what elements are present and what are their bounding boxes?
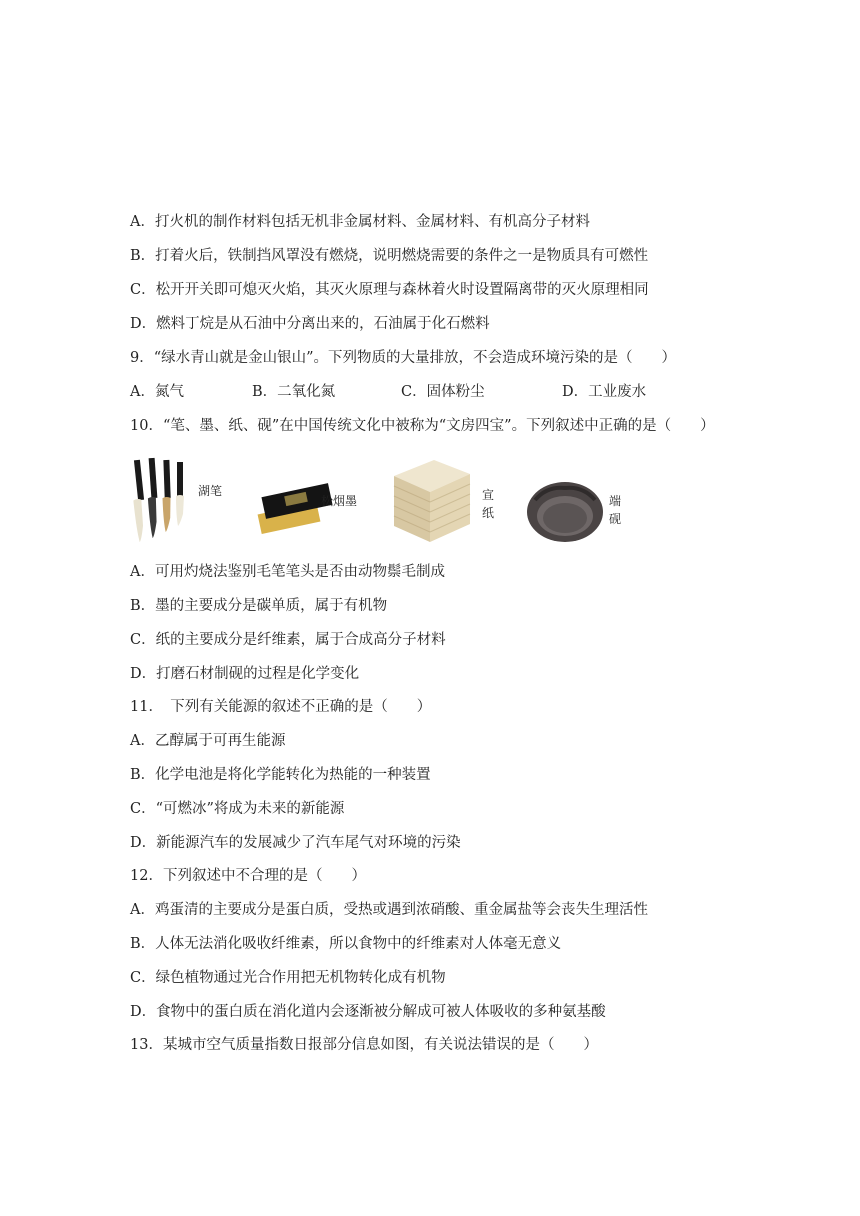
paper-image xyxy=(390,456,510,548)
q13-stem: 13．某城市空气质量指数日报部分信息如图，有关说法错误的是（ ） xyxy=(130,1037,598,1053)
q10-stem: 10．“笔、墨、纸、砚”在中国传统文化中被称为“文房四宝”。下列叙述中正确的是（ ） xyxy=(130,418,715,434)
ink-image xyxy=(255,456,375,548)
q12-option-d: D．食物中的蛋白质在消化道内会逐渐被分解成可被人体吸收的多种氨基酸 xyxy=(130,1004,606,1020)
q12-option-b: B．人体无法消化吸收纤维素，所以食物中的纤维素对人体毫无意义 xyxy=(130,936,562,952)
inkstone-image xyxy=(525,456,650,548)
q9-stem: 9．“绿水青山就是金山银山”。下列物质的大量排放，不会造成环境污染的是（ ） xyxy=(130,350,677,366)
q9-option-d: D．工业废水 xyxy=(562,384,647,400)
inkstone-label-1: 端 xyxy=(609,494,622,508)
q9-options xyxy=(130,382,690,402)
q10-option-d: D．打磨石材制砚的过程是化学变化 xyxy=(130,666,360,682)
q10-option-b: B．墨的主要成分是碳单质，属于有机物 xyxy=(130,598,388,614)
q11-stem: 11． 下列有关能源的叙述不正确的是（ ） xyxy=(130,699,432,715)
q10-option-c: C．纸的主要成分是纤维素，属于合成高分子材料 xyxy=(130,632,446,648)
q8-option-a: A．打火机的制作材料包括无机非金属材料、金属材料、有机高分子材料 xyxy=(130,214,590,230)
paper-label-2: 纸 xyxy=(482,506,495,520)
q10-option-a: A．可用灼烧法鉴别毛笔笔头是否由动物鬃毛制成 xyxy=(130,564,445,580)
brush-icon xyxy=(130,456,200,548)
q9-option-b: B．二氧化氮 xyxy=(252,384,336,400)
four-treasures-figure xyxy=(130,456,650,548)
paper-label-1: 宣 xyxy=(482,488,495,502)
q11-option-b: B．化学电池是将化学能转化为热能的一种装置 xyxy=(130,767,431,783)
brush-label: 湖笔 xyxy=(198,484,223,498)
ink-label: 松烟墨 xyxy=(321,494,358,508)
q11-option-a: A．乙醇属于可再生能源 xyxy=(130,733,286,749)
q12-stem: 12．下列叙述中不合理的是（ ） xyxy=(130,868,366,884)
inkstone-label-2: 砚 xyxy=(609,512,622,526)
brush-image xyxy=(130,456,240,548)
q8-option-b: B．打着火后，铁制挡风罩没有燃烧，说明燃烧需要的条件之一是物质具有可燃性 xyxy=(130,248,649,264)
q9-option-a: A．氮气 xyxy=(130,384,184,400)
q9-option-c: C．固体粉尘 xyxy=(401,384,485,400)
inkstone-icon xyxy=(525,456,607,548)
q8-option-c: C．松开开关即可熄灭火焰，其灭火原理与森林着火时设置隔离带的灭火原理相同 xyxy=(130,282,649,298)
q12-option-a: A．鸡蛋清的主要成分是蛋白质，受热或遇到浓硝酸、重金属盐等会丧失生理活性 xyxy=(130,902,648,918)
q12-option-c: C．绿色植物通过光合作用把无机物转化成有机物 xyxy=(130,970,446,986)
q11-option-d: D．新能源汽车的发展减少了汽车尾气对环境的污染 xyxy=(130,835,461,851)
paper-stack-icon xyxy=(390,456,475,548)
q11-option-c: C．“可燃冰”将成为未来的新能源 xyxy=(130,801,345,817)
q8-option-d: D．燃料丁烷是从石油中分离出来的，石油属于化石燃料 xyxy=(130,316,490,332)
